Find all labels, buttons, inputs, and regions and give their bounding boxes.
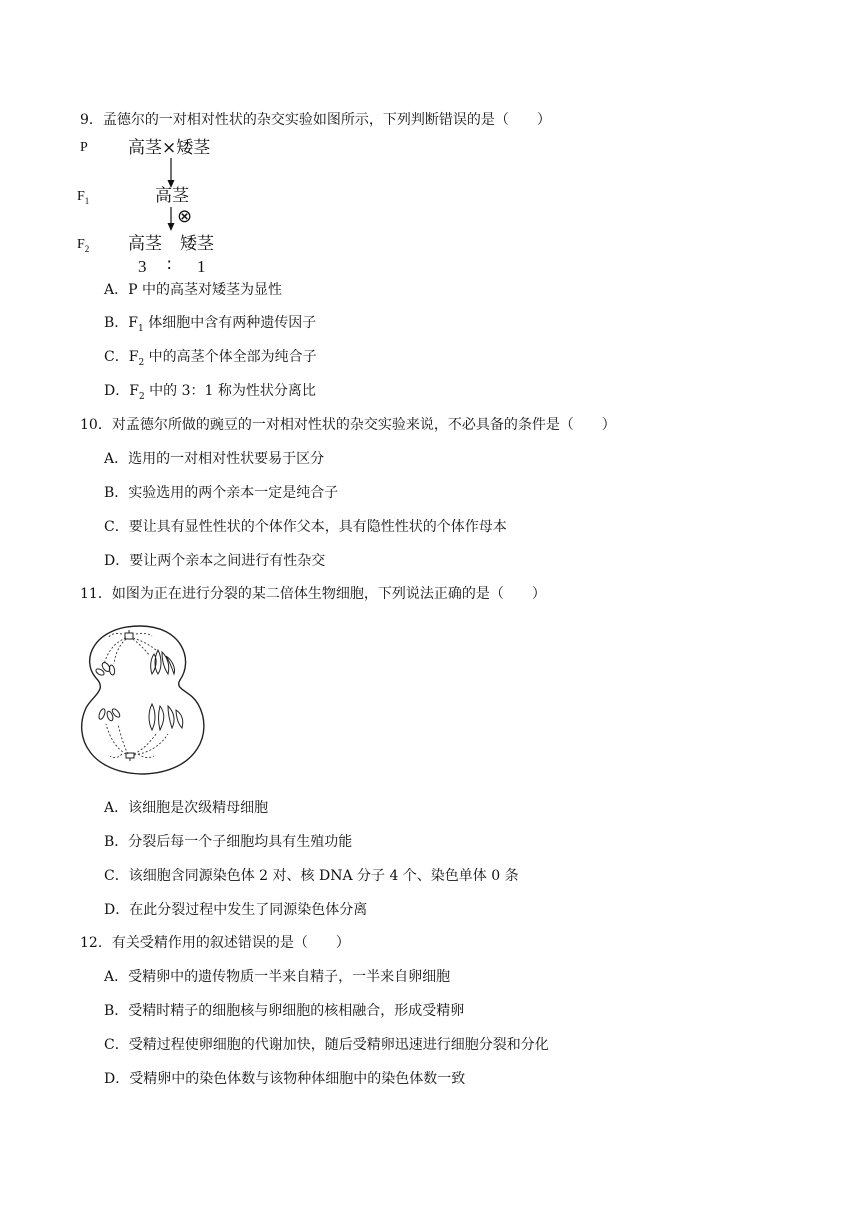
chromosomes-lower-left bbox=[98, 708, 121, 722]
arrow-down-icon bbox=[166, 158, 176, 188]
question-11-stem: 11．如图为正在进行分裂的某二倍体生物细胞，下列说法正确的是（ ） bbox=[80, 586, 546, 602]
question-11-option-c: C．该细胞含同源染色体 2 对、核 DNA 分子 4 个、染色单体 0 条 bbox=[104, 868, 519, 884]
spindle-fibers-bottom bbox=[106, 724, 168, 758]
spindle-fibers-top bbox=[104, 633, 156, 664]
centrosome-bottom bbox=[126, 753, 134, 761]
question-12-stem: 12．有关受精作用的叙述错误的是（ ） bbox=[80, 935, 350, 951]
f2-short-label: 矮茎 bbox=[180, 234, 214, 254]
arrow-down-icon bbox=[166, 207, 176, 231]
question-11-option-b: B．分裂后每一个子细胞均具有生殖功能 bbox=[104, 834, 353, 850]
question-10-option-d: D．要让两个亲本之间进行有性杂交 bbox=[104, 553, 326, 569]
ratio-right: 1 bbox=[197, 257, 206, 276]
question-10-option-a: A．选用的一对相对性状要易于区分 bbox=[104, 451, 325, 467]
ratio-colon: ∶ bbox=[167, 256, 172, 275]
selfing-icon: ⊗ bbox=[177, 206, 193, 227]
question-9-option-a: A．P 中的高茎对矮茎为显性 bbox=[104, 282, 282, 298]
chromosomes-lower-right bbox=[149, 704, 183, 730]
question-10-option-c: C．要让具有显性性状的个体作父本，具有隐性性状的个体作母本 bbox=[104, 519, 507, 535]
chromosomes-upper-left bbox=[95, 661, 115, 676]
chromosomes-upper-right bbox=[151, 650, 175, 674]
question-11-option-d: D．在此分裂过程中发生了同源染色体分离 bbox=[104, 902, 368, 918]
question-10-stem: 10．对孟德尔所做的豌豆的一对相对性状的杂交实验来说，不必具备的条件是（ ） bbox=[80, 417, 616, 433]
f1-phenotype: 高茎 bbox=[155, 186, 189, 206]
question-9-option-b: B．$F_1$ 体细胞中含有两种遗传因子 bbox=[104, 315, 317, 334]
question-9-option-d: D．$F_2$ 中的 3：1 称为性状分离比 bbox=[104, 383, 316, 402]
parent-cross-label: 高茎×矮茎 bbox=[128, 138, 211, 158]
generation-label-f2: $F_2$ bbox=[77, 237, 90, 254]
question-12-option-b: B．受精时精子的细胞核与卵细胞的核相融合，形成受精卵 bbox=[104, 1003, 465, 1019]
question-12-option-a: A．受精卵中的遗传物质一半来自精子，一半来自卵细胞 bbox=[104, 969, 451, 985]
question-12-option-d: D．受精卵中的染色体数与该物种体细胞中的染色体数一致 bbox=[104, 1071, 466, 1087]
question-11-option-a: A．该细胞是次级精母细胞 bbox=[104, 800, 269, 816]
dividing-cell-figure bbox=[76, 620, 216, 780]
question-9-stem: 9．孟德尔的一对相对性状的杂交实验如图所示，下列判断错误的是（ ） bbox=[80, 112, 551, 128]
f2-tall-label: 高茎 bbox=[128, 234, 162, 254]
centrosome-top bbox=[125, 630, 133, 639]
question-12-option-c: C．受精过程使卵细胞的代谢加快，随后受精卵迅速进行细胞分裂和分化 bbox=[104, 1037, 549, 1053]
ratio-left: 3 bbox=[138, 257, 147, 276]
generation-label-f1: $F_1$ bbox=[77, 189, 90, 206]
generation-label-p: P bbox=[80, 140, 88, 155]
question-10-option-b: B．实验选用的两个亲本一定是纯合子 bbox=[104, 485, 339, 501]
question-9-option-c: C．$F_2$ 中的高茎个体全部为纯合子 bbox=[104, 349, 317, 368]
